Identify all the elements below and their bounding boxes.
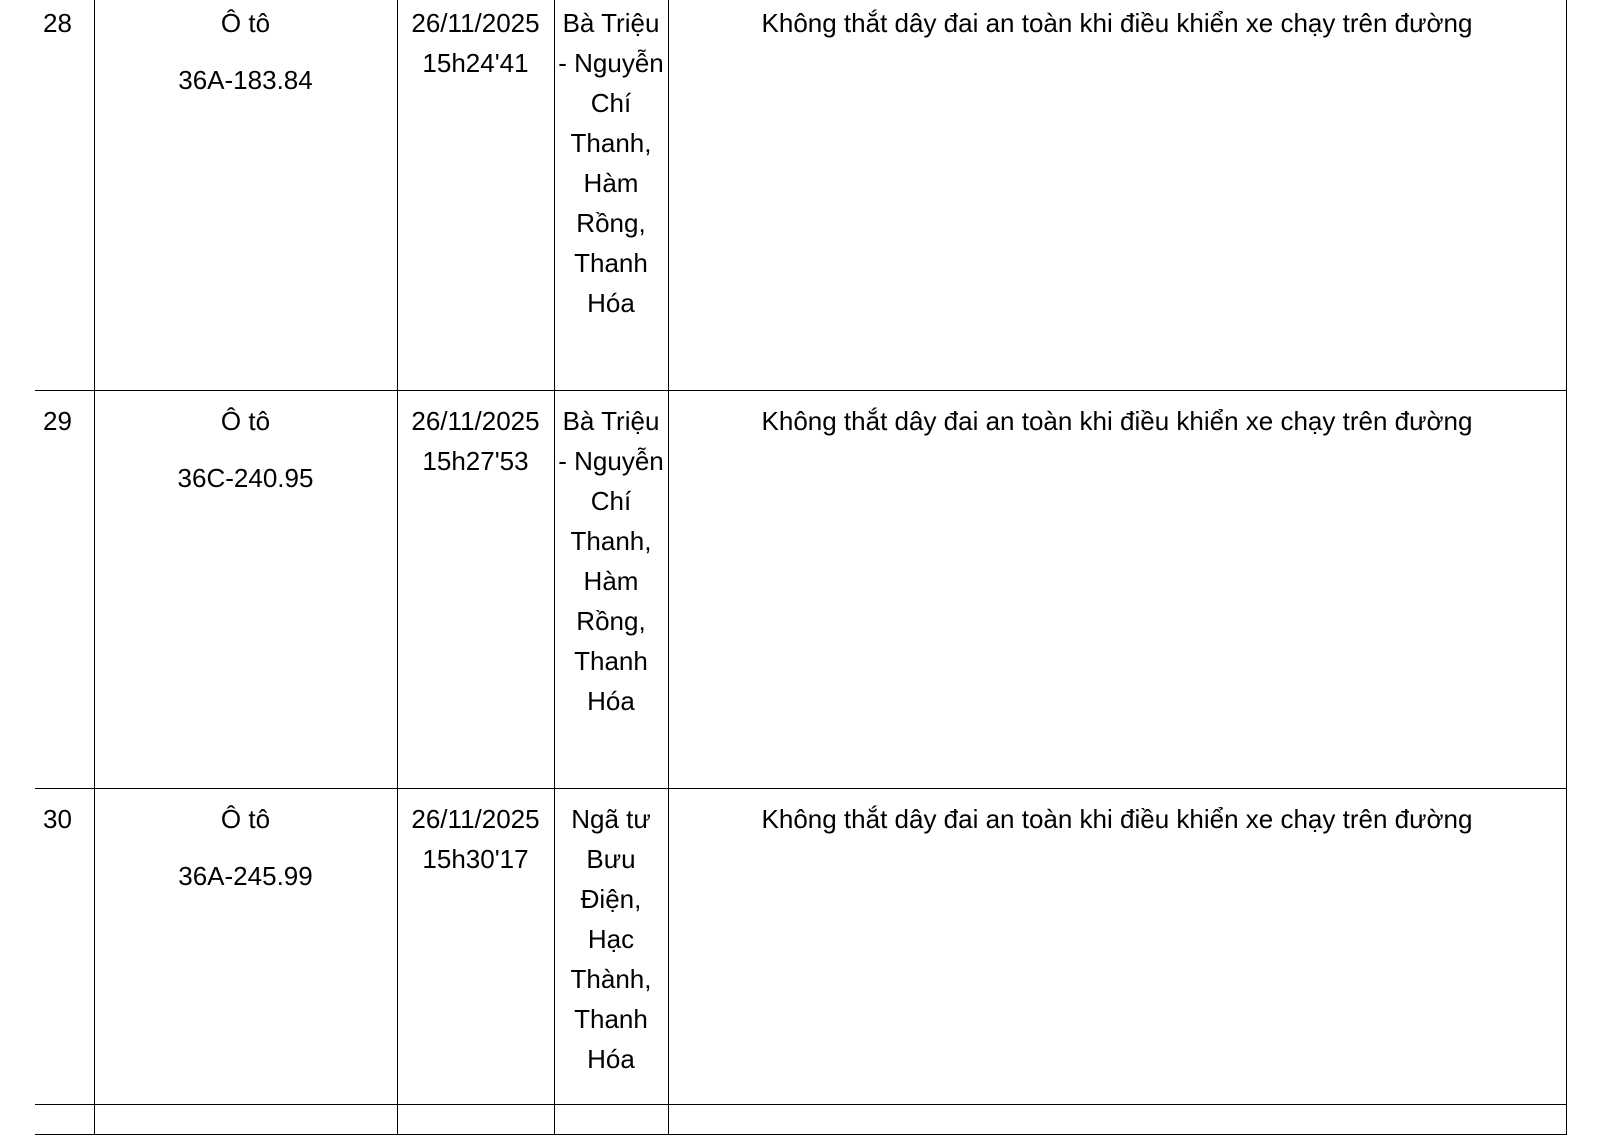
vehicle-type: Ô tô xyxy=(220,406,271,436)
violation-time: 15h30'17 xyxy=(422,844,529,874)
row-number: 28 xyxy=(35,0,94,391)
violation-location: Bà Triệu - Nguyễn Chí Thanh, Hàm Rồng, Thanh Hóa xyxy=(554,391,668,789)
table-row xyxy=(35,391,1566,789)
license-plate: 36A-183.84 xyxy=(178,65,313,95)
violation-description: Không thắt dây đai an toàn khi điều khiển xe chạy trên đường xyxy=(668,0,1566,391)
violations-table xyxy=(35,0,1567,1135)
vehicle-cell xyxy=(94,391,397,789)
table-row xyxy=(35,789,1566,1105)
datetime-cell xyxy=(397,789,554,1105)
vehicle-cell xyxy=(94,0,397,391)
vehicle-cell xyxy=(94,789,397,1105)
violation-location: Bà Triệu - Nguyễn Chí Thanh, Hàm Rồng, Thanh Hóa xyxy=(554,0,668,391)
empty-cell xyxy=(94,1105,397,1135)
violation-time: 15h27'53 xyxy=(422,446,529,476)
violation-description: Không thắt dây đai an toàn khi điều khiển xe chạy trên đường xyxy=(668,789,1566,1105)
violation-date: 26/11/2025 xyxy=(411,804,540,834)
empty-cell xyxy=(668,1105,1566,1135)
license-plate: 36A-245.99 xyxy=(178,861,313,891)
datetime-cell xyxy=(397,0,554,391)
table-row xyxy=(35,0,1566,391)
table-row-partial xyxy=(35,1105,1566,1135)
violation-description: Không thắt dây đai an toàn khi điều khiển xe chạy trên đường xyxy=(668,391,1566,789)
vehicle-type: Ô tô xyxy=(220,8,271,38)
empty-cell xyxy=(397,1105,554,1135)
violation-date: 26/11/2025 xyxy=(411,406,540,436)
violation-date: 26/11/2025 xyxy=(411,8,540,38)
violation-time: 15h24'41 xyxy=(422,48,529,78)
empty-cell xyxy=(554,1105,668,1135)
row-number: 30 xyxy=(35,789,94,1105)
datetime-cell xyxy=(397,391,554,789)
violation-location: Ngã tư Bưu Điện, Hạc Thành, Thanh Hóa xyxy=(554,789,668,1105)
empty-cell xyxy=(35,1105,94,1135)
vehicle-type: Ô tô xyxy=(220,804,271,834)
license-plate: 36C-240.95 xyxy=(177,463,314,493)
row-number: 29 xyxy=(35,391,94,789)
